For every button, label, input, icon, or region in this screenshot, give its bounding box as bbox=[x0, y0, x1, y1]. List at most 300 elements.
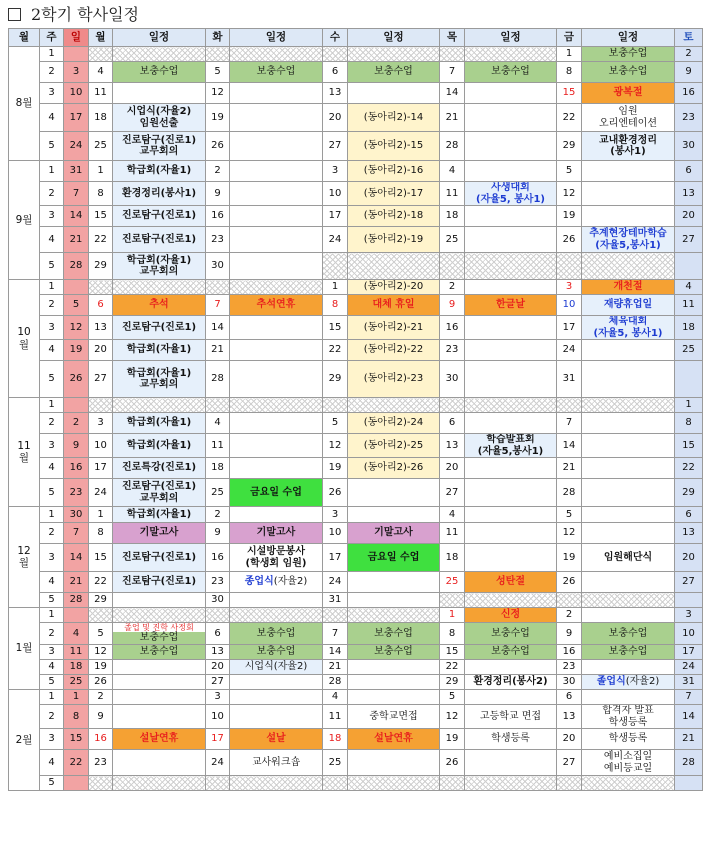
thu-event bbox=[465, 660, 557, 675]
saturday-date: 6 bbox=[675, 161, 703, 182]
mon-event: 진로탐구(진로1) bbox=[113, 206, 206, 227]
thu-date bbox=[440, 776, 465, 791]
mon-event: 학급회(자율1) 교무회의 bbox=[113, 361, 206, 398]
mon-event: 진로탐구(진로1) bbox=[113, 316, 206, 340]
thu-event: 신정 bbox=[465, 608, 557, 623]
tue-date bbox=[206, 47, 230, 62]
wed-date: 29 bbox=[323, 361, 348, 398]
tue-event bbox=[230, 705, 323, 729]
mon-event: 설날연휴 bbox=[113, 729, 206, 750]
tue-event bbox=[230, 690, 323, 705]
tue-event: 금요일 수업 bbox=[230, 479, 323, 507]
header-monday: 월 bbox=[89, 29, 113, 47]
fri-event bbox=[582, 776, 675, 791]
wed-date: 18 bbox=[323, 729, 348, 750]
saturday-date: 6 bbox=[675, 507, 703, 523]
week-number: 3 bbox=[40, 206, 64, 227]
wed-date: 4 bbox=[323, 690, 348, 705]
week-number: 4 bbox=[40, 660, 64, 675]
tue-event bbox=[230, 507, 323, 523]
sunday-date: 9 bbox=[64, 434, 89, 458]
sunday-date bbox=[64, 608, 89, 623]
tue-event bbox=[230, 572, 323, 593]
header-thursday: 목 bbox=[440, 29, 465, 47]
mon-date: 1 bbox=[89, 507, 113, 523]
week-number: 5 bbox=[40, 132, 64, 161]
mon-date: 16 bbox=[89, 729, 113, 750]
table-row bbox=[9, 660, 703, 675]
saturday-date: 18 bbox=[675, 316, 703, 340]
tue-date: 14 bbox=[206, 316, 230, 340]
mon-event: 학급회(자율1) bbox=[113, 161, 206, 182]
fri-date: 9 bbox=[557, 623, 582, 645]
wed-date: 28 bbox=[323, 675, 348, 690]
mon-event: 진로탐구(진로1) bbox=[113, 544, 206, 572]
mon-date: 29 bbox=[89, 593, 113, 608]
sunday-date bbox=[64, 47, 89, 62]
wed-date bbox=[323, 253, 348, 280]
saturday-date: 20 bbox=[675, 206, 703, 227]
wed-date: 21 bbox=[323, 660, 348, 675]
mon-date: 3 bbox=[89, 413, 113, 434]
mon-date: 23 bbox=[89, 750, 113, 776]
table-row bbox=[9, 104, 703, 132]
week-number: 5 bbox=[40, 361, 64, 398]
fri-event bbox=[582, 458, 675, 479]
sunday-date: 1 bbox=[64, 690, 89, 705]
sunday-date: 2 bbox=[64, 413, 89, 434]
week-number: 4 bbox=[40, 340, 64, 361]
mon-date bbox=[89, 280, 113, 295]
fri-event: 광복절 bbox=[582, 83, 675, 104]
page-title bbox=[8, 4, 139, 26]
mon-date: 8 bbox=[89, 523, 113, 544]
sunday-date: 14 bbox=[64, 544, 89, 572]
sunday-date: 21 bbox=[64, 572, 89, 593]
thu-event bbox=[465, 750, 557, 776]
fri-event bbox=[582, 523, 675, 544]
saturday-date bbox=[675, 593, 703, 608]
thu-date: 26 bbox=[440, 750, 465, 776]
sunday-date: 16 bbox=[64, 458, 89, 479]
saturday-date: 7 bbox=[675, 690, 703, 705]
week-number: 4 bbox=[40, 572, 64, 593]
fri-event: 재량휴업일 bbox=[582, 295, 675, 316]
thu-event bbox=[465, 593, 557, 608]
mon-event bbox=[113, 675, 206, 690]
sunday-date: 28 bbox=[64, 593, 89, 608]
saturday-date: 28 bbox=[675, 750, 703, 776]
table-row bbox=[9, 206, 703, 227]
saturday-date: 25 bbox=[675, 340, 703, 361]
mon-event: 진로특강(진로1) bbox=[113, 458, 206, 479]
tue-event: 교사워크숍 bbox=[230, 750, 323, 776]
table-row bbox=[9, 161, 703, 182]
event-text: 보충수업 bbox=[139, 632, 179, 644]
tue-date: 23 bbox=[206, 227, 230, 253]
sunday-date: 21 bbox=[64, 227, 89, 253]
fri-date: 31 bbox=[557, 361, 582, 398]
sunday-date: 7 bbox=[64, 182, 89, 206]
mon-event: 학급회(자율1) bbox=[113, 434, 206, 458]
fri-event bbox=[582, 361, 675, 398]
wed-event bbox=[348, 479, 440, 507]
table-row bbox=[9, 227, 703, 253]
tue-event bbox=[230, 206, 323, 227]
wed-date bbox=[323, 398, 348, 413]
sunday-date: 5 bbox=[64, 295, 89, 316]
header-wednesday-events: 일정 bbox=[348, 29, 440, 47]
tue-event: 기말고사 bbox=[230, 523, 323, 544]
mon-date: 12 bbox=[89, 645, 113, 660]
saturday-date: 3 bbox=[675, 608, 703, 623]
mon-event bbox=[113, 593, 206, 608]
fri-event bbox=[582, 434, 675, 458]
sunday-date: 12 bbox=[64, 316, 89, 340]
event-note: 졸업 및 진학 사정회 bbox=[113, 623, 205, 632]
wed-date: 24 bbox=[323, 227, 348, 253]
fri-date: 12 bbox=[557, 182, 582, 206]
wed-date: 24 bbox=[323, 572, 348, 593]
wed-event bbox=[348, 660, 440, 675]
wed-date: 22 bbox=[323, 340, 348, 361]
tue-event: 보충수업 bbox=[230, 645, 323, 660]
tue-event bbox=[230, 675, 323, 690]
saturday-date: 22 bbox=[675, 458, 703, 479]
saturday-date bbox=[675, 361, 703, 398]
saturday-date: 13 bbox=[675, 523, 703, 544]
mon-date bbox=[89, 608, 113, 623]
wed-event: (동아리2)-23 bbox=[348, 361, 440, 398]
thu-event bbox=[465, 104, 557, 132]
thu-date: 19 bbox=[440, 729, 465, 750]
mon-event bbox=[113, 623, 206, 645]
tue-event bbox=[230, 413, 323, 434]
thu-event: 사생대회 (자율5, 봉사1) bbox=[465, 182, 557, 206]
saturday-date: 9 bbox=[675, 62, 703, 83]
tue-date: 12 bbox=[206, 83, 230, 104]
tue-date: 18 bbox=[206, 458, 230, 479]
fri-date: 21 bbox=[557, 458, 582, 479]
wed-event bbox=[348, 690, 440, 705]
saturday-date: 27 bbox=[675, 227, 703, 253]
tue-date: 7 bbox=[206, 295, 230, 316]
mon-date: 15 bbox=[89, 206, 113, 227]
tue-date: 25 bbox=[206, 479, 230, 507]
wed-event: (동아리2)-25 bbox=[348, 434, 440, 458]
saturday-date: 2 bbox=[675, 47, 703, 62]
week-number: 3 bbox=[40, 434, 64, 458]
header-month: 월 bbox=[9, 29, 40, 47]
tue-date bbox=[206, 608, 230, 623]
table-row bbox=[9, 182, 703, 206]
mon-date: 11 bbox=[89, 83, 113, 104]
thu-date: 7 bbox=[440, 62, 465, 83]
thu-date: 22 bbox=[440, 660, 465, 675]
fri-date: 17 bbox=[557, 316, 582, 340]
thu-date: 21 bbox=[440, 104, 465, 132]
wed-event: 설날연휴 bbox=[348, 729, 440, 750]
wed-event: (동아리2)-26 bbox=[348, 458, 440, 479]
wed-event: 보충수업 bbox=[348, 645, 440, 660]
table-row bbox=[9, 62, 703, 83]
mon-date: 4 bbox=[89, 62, 113, 83]
thu-date bbox=[440, 398, 465, 413]
table-row bbox=[9, 776, 703, 791]
tue-date: 10 bbox=[206, 705, 230, 729]
wed-date: 6 bbox=[323, 62, 348, 83]
wed-date: 20 bbox=[323, 104, 348, 132]
sunday-date: 28 bbox=[64, 253, 89, 280]
wed-date: 19 bbox=[323, 458, 348, 479]
mon-event bbox=[113, 398, 206, 413]
fri-event bbox=[582, 660, 675, 675]
header-row bbox=[9, 29, 703, 47]
tue-date: 16 bbox=[206, 544, 230, 572]
tue-event bbox=[230, 132, 323, 161]
wed-event: 기말고사 bbox=[348, 523, 440, 544]
mon-event bbox=[113, 47, 206, 62]
wed-date bbox=[323, 776, 348, 791]
week-number: 1 bbox=[40, 690, 64, 705]
fri-date: 27 bbox=[557, 750, 582, 776]
week-number: 4 bbox=[40, 458, 64, 479]
wed-event bbox=[348, 608, 440, 623]
thu-event bbox=[465, 316, 557, 340]
table-row bbox=[9, 280, 703, 295]
wed-event bbox=[348, 507, 440, 523]
wed-date: 13 bbox=[323, 83, 348, 104]
tue-event: 시업식(자율2) bbox=[230, 660, 323, 675]
fri-date bbox=[557, 398, 582, 413]
table-row bbox=[9, 458, 703, 479]
mon-date: 13 bbox=[89, 316, 113, 340]
thu-event: 보충수업 bbox=[465, 62, 557, 83]
week-number: 3 bbox=[40, 645, 64, 660]
tue-date: 30 bbox=[206, 593, 230, 608]
fri-event bbox=[582, 182, 675, 206]
thu-date: 18 bbox=[440, 206, 465, 227]
mon-date: 5 bbox=[89, 623, 113, 645]
wed-event: (동아리2)-20 bbox=[348, 280, 440, 295]
table-row bbox=[9, 593, 703, 608]
tue-event: 보충수업 bbox=[230, 62, 323, 83]
table-row bbox=[9, 434, 703, 458]
event-text: 종업식(자율2) bbox=[244, 576, 308, 588]
thu-date: 20 bbox=[440, 458, 465, 479]
saturday-date bbox=[675, 253, 703, 280]
month-label: 12월 bbox=[9, 507, 40, 608]
wed-event bbox=[348, 83, 440, 104]
tue-date: 4 bbox=[206, 413, 230, 434]
fri-event bbox=[582, 206, 675, 227]
mon-date: 24 bbox=[89, 479, 113, 507]
fri-event bbox=[582, 479, 675, 507]
wed-date: 8 bbox=[323, 295, 348, 316]
table-row bbox=[9, 608, 703, 623]
fri-date: 19 bbox=[557, 544, 582, 572]
week-number: 3 bbox=[40, 729, 64, 750]
tue-event bbox=[230, 316, 323, 340]
wed-event bbox=[348, 47, 440, 62]
fri-event: 보충수업 bbox=[582, 62, 675, 83]
saturday-date: 30 bbox=[675, 132, 703, 161]
thu-date: 2 bbox=[440, 280, 465, 295]
mon-date: 9 bbox=[89, 705, 113, 729]
header-tuesday-events: 일정 bbox=[230, 29, 323, 47]
table-row bbox=[9, 523, 703, 544]
mon-event: 보충수업 bbox=[113, 645, 206, 660]
fri-date: 14 bbox=[557, 434, 582, 458]
tue-event: 설날 bbox=[230, 729, 323, 750]
tue-date: 2 bbox=[206, 507, 230, 523]
tue-date: 30 bbox=[206, 253, 230, 280]
mon-event: 학급회(자율1) 교무회의 bbox=[113, 253, 206, 280]
table-row bbox=[9, 340, 703, 361]
tue-date: 23 bbox=[206, 572, 230, 593]
header-friday-events: 일정 bbox=[582, 29, 675, 47]
wed-date: 15 bbox=[323, 316, 348, 340]
thu-event bbox=[465, 253, 557, 280]
table-row bbox=[9, 361, 703, 398]
mon-event: 학급회(자율1) bbox=[113, 413, 206, 434]
sunday-date: 22 bbox=[64, 750, 89, 776]
fri-event: 학생등록 bbox=[582, 729, 675, 750]
saturday-date: 8 bbox=[675, 413, 703, 434]
schedule-table bbox=[8, 28, 703, 791]
thu-event bbox=[465, 458, 557, 479]
checkbox-square-icon bbox=[8, 8, 21, 21]
month-label: 2월 bbox=[9, 690, 40, 791]
tue-date: 5 bbox=[206, 62, 230, 83]
mon-date: 6 bbox=[89, 295, 113, 316]
wed-date bbox=[323, 608, 348, 623]
thu-event bbox=[465, 340, 557, 361]
fri-date: 1 bbox=[557, 47, 582, 62]
mon-date: 18 bbox=[89, 104, 113, 132]
wed-date: 27 bbox=[323, 132, 348, 161]
wed-event: (동아리2)-24 bbox=[348, 413, 440, 434]
saturday-date: 21 bbox=[675, 729, 703, 750]
week-number: 3 bbox=[40, 316, 64, 340]
thu-date: 4 bbox=[440, 161, 465, 182]
table-row bbox=[9, 507, 703, 523]
sunday-date: 15 bbox=[64, 729, 89, 750]
saturday-date: 31 bbox=[675, 675, 703, 690]
week-number: 5 bbox=[40, 479, 64, 507]
fri-date: 12 bbox=[557, 523, 582, 544]
thu-date: 23 bbox=[440, 340, 465, 361]
week-number: 2 bbox=[40, 623, 64, 645]
tue-date: 19 bbox=[206, 104, 230, 132]
week-number: 1 bbox=[40, 161, 64, 182]
thu-date bbox=[440, 253, 465, 280]
wed-event: (동아리2)-15 bbox=[348, 132, 440, 161]
saturday-date: 27 bbox=[675, 572, 703, 593]
fri-date: 26 bbox=[557, 227, 582, 253]
fri-date: 19 bbox=[557, 206, 582, 227]
sunday-date: 26 bbox=[64, 361, 89, 398]
sunday-date: 14 bbox=[64, 206, 89, 227]
thu-date: 16 bbox=[440, 316, 465, 340]
sunday-date: 8 bbox=[64, 705, 89, 729]
mon-event: 진로탐구(진로1) 교무회의 bbox=[113, 479, 206, 507]
tue-event bbox=[230, 161, 323, 182]
table-row bbox=[9, 132, 703, 161]
thu-date: 18 bbox=[440, 544, 465, 572]
wed-date: 31 bbox=[323, 593, 348, 608]
mon-event: 시업식(자율2) 임원선출 bbox=[113, 104, 206, 132]
thu-date: 14 bbox=[440, 83, 465, 104]
mon-date bbox=[89, 398, 113, 413]
thu-date: 29 bbox=[440, 675, 465, 690]
wed-date: 25 bbox=[323, 750, 348, 776]
sunday-date: 24 bbox=[64, 132, 89, 161]
thu-date: 25 bbox=[440, 227, 465, 253]
page-title-text: 2학기 학사일정 bbox=[31, 5, 140, 24]
tue-event: 시설방문봉사 (학생회 임원) bbox=[230, 544, 323, 572]
thu-event bbox=[465, 47, 557, 62]
tue-event: 보충수업 bbox=[230, 623, 323, 645]
sunday-date bbox=[64, 398, 89, 413]
fri-date bbox=[557, 593, 582, 608]
fri-event: 임원해단식 bbox=[582, 544, 675, 572]
wed-event bbox=[348, 776, 440, 791]
fri-event bbox=[582, 398, 675, 413]
tue-event bbox=[230, 608, 323, 623]
week-number: 5 bbox=[40, 675, 64, 690]
fri-event: 합격자 발표 학생등록 bbox=[582, 705, 675, 729]
wed-event: (동아리2)-19 bbox=[348, 227, 440, 253]
week-number: 2 bbox=[40, 62, 64, 83]
thu-date: 28 bbox=[440, 132, 465, 161]
week-number: 4 bbox=[40, 227, 64, 253]
saturday-date: 13 bbox=[675, 182, 703, 206]
fri-date bbox=[557, 776, 582, 791]
header-sunday: 일 bbox=[64, 29, 89, 47]
fri-date: 15 bbox=[557, 83, 582, 104]
tue-date: 13 bbox=[206, 645, 230, 660]
thu-date: 11 bbox=[440, 182, 465, 206]
fri-date: 8 bbox=[557, 62, 582, 83]
schedule-body bbox=[9, 47, 703, 791]
wed-date: 10 bbox=[323, 182, 348, 206]
week-number: 1 bbox=[40, 47, 64, 62]
sunday-date: 7 bbox=[64, 523, 89, 544]
thu-event bbox=[465, 280, 557, 295]
header-thursday-events: 일정 bbox=[465, 29, 557, 47]
thu-event: 성탄절 bbox=[465, 572, 557, 593]
thu-date: 12 bbox=[440, 705, 465, 729]
table-row bbox=[9, 47, 703, 62]
mon-date: 20 bbox=[89, 340, 113, 361]
thu-event: 보충수업 bbox=[465, 645, 557, 660]
tue-date: 2 bbox=[206, 161, 230, 182]
fri-event: 보충수업 bbox=[582, 623, 675, 645]
fri-event: 체육대회 (자율5, 봉사1) bbox=[582, 316, 675, 340]
thu-event: 보충수업 bbox=[465, 623, 557, 645]
tue-date: 17 bbox=[206, 729, 230, 750]
thu-event: 고등학교 면접 bbox=[465, 705, 557, 729]
wed-date: 3 bbox=[323, 161, 348, 182]
mon-event bbox=[113, 705, 206, 729]
tue-event bbox=[230, 182, 323, 206]
mon-event bbox=[113, 280, 206, 295]
mon-date: 15 bbox=[89, 544, 113, 572]
week-number: 1 bbox=[40, 608, 64, 623]
fri-event: 교내환경정리 (봉사1) bbox=[582, 132, 675, 161]
tue-event bbox=[230, 434, 323, 458]
